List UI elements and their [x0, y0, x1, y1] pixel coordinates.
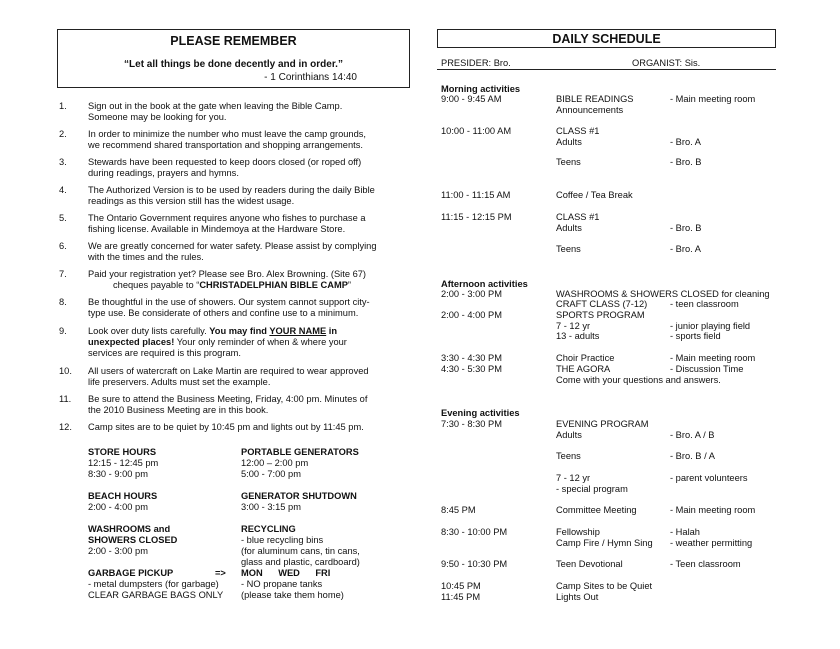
item-number: 6. [59, 241, 67, 251]
row-time: 9:50 - 10:30 PM [441, 559, 508, 569]
row-activity: Committee Meeting [556, 505, 637, 515]
propane-line: - NO propane tanks [241, 579, 323, 589]
row-activity: WASHROOMS & SHOWERS CLOSED for cleaning [556, 289, 770, 299]
item-line: services are required is this program. [88, 348, 241, 358]
propane-line: (please take them home) [241, 590, 344, 600]
item-text: Look over duty lists carefully. [88, 326, 210, 336]
row-activity: Teens [556, 244, 581, 254]
presider-label: PRESIDER: Bro. [441, 58, 511, 68]
item-number: 12. [59, 422, 72, 432]
generator-shutdown [241, 491, 357, 513]
your-name-emphasis: YOUR NAME [269, 326, 327, 336]
row-activity: EVENING PROGRAM [556, 419, 649, 429]
item-line: readings as this version still has the widest usage. [88, 196, 295, 206]
list-item [88, 269, 388, 291]
item-line: we recommend shared transportation and shopping arrangements. [88, 140, 363, 150]
row-activity: Camp Fire / Hymn Sing [556, 538, 653, 548]
row-activity: 7 - 12 yr [556, 321, 591, 331]
washrooms-heading: SHOWERS CLOSED [88, 535, 178, 545]
item-line: Camp sites are to be quiet by 10:45 pm and lights out by 11:45 pm. [88, 422, 364, 432]
row-activity: - special program [556, 484, 628, 494]
row-location: - parent volunteers [670, 473, 748, 483]
recycling-line: glass and plastic, cardboard) [241, 557, 360, 567]
store-hours-line: 12:15 - 12:45 pm [88, 458, 159, 468]
washrooms-line: 2:00 - 3:00 pm [88, 546, 148, 556]
row-activity: CRAFT CLASS (7-12) [556, 299, 648, 309]
row-location: - Bro. A / B [670, 430, 715, 440]
item-line: The Ontario Government requires anyone who fishes to purchase a [88, 213, 366, 223]
item-line: The Authorized Version is to be used by readers during the daily Bible [88, 185, 375, 195]
row-time: 7:30 - 8:30 PM [441, 419, 502, 429]
list-item [88, 366, 388, 388]
row-activity: BIBLE READINGS [556, 94, 634, 104]
item-line: fishing license. Available in Mindemoya at the Hardware Store. [88, 224, 346, 234]
recycling-line: - blue recycling bins [241, 535, 324, 545]
garbage-pickup [88, 568, 428, 601]
list-item [88, 394, 388, 416]
item-number: 7. [59, 269, 67, 279]
item-number: 10. [59, 366, 72, 376]
row-activity: Announcements [556, 105, 624, 115]
row-time: 3:30 - 4:30 PM [441, 353, 502, 363]
afternoon-heading: Afternoon activities [441, 279, 528, 289]
item-line: type use. Be considerate of others and confine use to a minimum. [88, 308, 359, 318]
washrooms-heading: WASHROOMS and [88, 524, 171, 534]
row-activity: Teens [556, 451, 581, 461]
row-activity: THE AGORA [556, 364, 611, 374]
item-number: 11. [59, 394, 72, 404]
row-time: 2:00 - 4:00 PM [441, 310, 502, 320]
schedule-title: DAILY SCHEDULE [552, 32, 661, 46]
row-activity: 13 - adults [556, 331, 600, 341]
item-line: Be thoughtful in the use of showers. Our system cannot support city- [88, 297, 370, 307]
row-activity: SPORTS PROGRAM [556, 310, 645, 320]
row-time: 10:00 - 11:00 AM [441, 126, 512, 136]
remember-quote: “Let all things be done decently and in order.” [124, 59, 343, 70]
row-location: - weather permitting [670, 538, 753, 548]
item-line: Sign out in the book at the gate when leaving the Bible Camp. [88, 101, 343, 111]
washrooms-closed [88, 524, 177, 557]
item-line: All users of watercraft on Lake Martin are required to wear approved [88, 366, 369, 376]
row-time: 11:15 - 12:15 PM [441, 212, 512, 222]
row-time: 8:30 - 10:00 PM [441, 527, 508, 537]
row-activity: 7 - 12 yr [556, 473, 591, 483]
row-time: 2:00 - 3:00 PM [441, 289, 502, 299]
item-line: We are greatly concerned for water safety. Please assist by complying [88, 241, 377, 251]
recycling [241, 524, 360, 568]
row-location: - Bro. B [670, 223, 702, 233]
item-line [88, 326, 388, 337]
row-activity: Adults [556, 137, 582, 147]
item-text: Your only reminder of when & where your [174, 337, 347, 347]
row-location: - Main meeting room [670, 353, 756, 363]
item-number: 3. [59, 157, 67, 167]
evening-heading: Evening activities [441, 408, 520, 418]
item-text-bold: You may find [209, 326, 270, 336]
garbage-line: - metal dumpsters (for garbage) [88, 579, 219, 589]
garbage-heading: GARBAGE PICKUP [88, 568, 174, 578]
row-activity: CLASS #1 [556, 126, 600, 136]
portable-generators [241, 447, 359, 480]
item-line [88, 337, 388, 348]
row-time: 10:45 PM [441, 581, 481, 591]
row-activity: Lights Out [556, 592, 599, 602]
organist-label: ORGANIST: Sis. [632, 58, 701, 68]
recycling-line: (for aluminum cans, tin cans, [241, 546, 360, 556]
item-number: 2. [59, 129, 67, 139]
row-activity: Fellowship [556, 527, 600, 537]
item-number: 9. [59, 326, 67, 336]
garbage-line: CLEAR GARBAGE BAGS ONLY [88, 590, 224, 600]
item-line: Stewards have been requested to keep doors closed (or roped off) [88, 157, 362, 167]
item-line [88, 280, 388, 291]
item-line: Paid your registration yet? Please see Bro. Alex Browning. (Site 67) [88, 269, 367, 279]
list-item [88, 241, 388, 263]
remember-title: PLEASE REMEMBER [170, 34, 297, 48]
generators-line: 12:00 – 2:00 pm [241, 458, 309, 468]
row-location: - Main meeting room [670, 94, 756, 104]
store-hours-heading: STORE HOURS [88, 447, 157, 457]
beach-hours-line: 2:00 - 4:00 pm [88, 502, 148, 512]
row-location: - Bro. B [670, 157, 702, 167]
item-text-bold: in [326, 326, 338, 336]
schedule-divider [437, 69, 776, 70]
item-line: the 2010 Business Meeting are in this book. [88, 405, 269, 415]
row-location: - Bro. A [670, 137, 702, 147]
item-line: In order to minimize the number who must leave the camp grounds, [88, 129, 367, 139]
row-time: 8:45 PM [441, 505, 476, 515]
generators-heading: PORTABLE GENERATORS [241, 447, 359, 457]
row-location: - junior playing field [670, 321, 751, 331]
morning-heading: Morning activities [441, 84, 521, 94]
remember-header-box [57, 29, 410, 88]
pickup-days: MON WED FRI [241, 568, 331, 578]
row-location: - sports field [670, 331, 721, 341]
row-time: 11:00 - 11:15 AM [441, 190, 511, 200]
store-hours-line: 8:30 - 9:00 pm [88, 469, 148, 479]
row-activity: Camp Sites to be Quiet [556, 581, 653, 591]
row-time: 4:30 - 5:30 PM [441, 364, 502, 374]
row-activity: Come with your questions and answers. [556, 375, 721, 385]
list-item [88, 157, 388, 179]
item-number: 8. [59, 297, 67, 307]
row-activity: Adults [556, 430, 582, 440]
row-time: 11:45 PM [441, 592, 481, 602]
row-location: - Bro. B / A [670, 451, 715, 461]
item-line: Someone may be looking for you. [88, 112, 227, 122]
item-text: ” [347, 280, 352, 290]
list-item [88, 422, 388, 433]
row-activity: Coffee / Tea Break [556, 190, 633, 200]
item-line: life preservers. Adults must set the example. [88, 377, 271, 387]
list-item [88, 326, 388, 359]
item-number: 5. [59, 213, 67, 223]
item-text-bold: unexpected places! [88, 337, 175, 347]
row-activity: Choir Practice [556, 353, 615, 363]
row-location: - Discussion Time [670, 364, 744, 374]
row-time: 9:00 - 9:45 AM [441, 94, 502, 104]
shutdown-heading: GENERATOR SHUTDOWN [241, 491, 357, 501]
beach-hours [88, 491, 157, 513]
row-activity: Teen Devotional [556, 559, 623, 569]
schedule-header-box [437, 29, 776, 48]
row-location: - Teen classroom [670, 559, 741, 569]
row-activity: CLASS #1 [556, 212, 600, 222]
row-location: - teen classroom [670, 299, 739, 309]
row-location: - Main meeting room [670, 505, 756, 515]
generators-line: 5:00 - 7:00 pm [241, 469, 301, 479]
row-location: - Bro. A [670, 244, 702, 254]
recycling-heading: RECYCLING [241, 524, 296, 534]
list-item [88, 213, 388, 235]
row-location: - Halah [670, 527, 700, 537]
list-item [88, 129, 388, 151]
item-text: cheques payable to “ [113, 280, 200, 290]
remember-reference: - 1 Corinthians 14:40 [264, 72, 357, 83]
shutdown-line: 3:00 - 3:15 pm [241, 502, 301, 512]
list-item [88, 185, 388, 207]
item-line: during readings, prayers and hymns. [88, 168, 239, 178]
item-number: 4. [59, 185, 67, 195]
beach-hours-heading: BEACH HOURS [88, 491, 158, 501]
item-line: with the times and the rules. [88, 252, 204, 262]
row-activity: Teens [556, 157, 581, 167]
list-item [88, 101, 388, 123]
item-line: Be sure to attend the Business Meeting, Friday, 4:00 pm. Minutes of [88, 394, 368, 404]
arrow-icon: => [215, 568, 226, 578]
list-item [88, 297, 388, 319]
row-activity: Adults [556, 223, 582, 233]
store-hours [88, 447, 158, 480]
item-number: 1. [59, 101, 67, 111]
camp-name: CHRISTADELPHIAN BIBLE CAMP [199, 280, 348, 290]
